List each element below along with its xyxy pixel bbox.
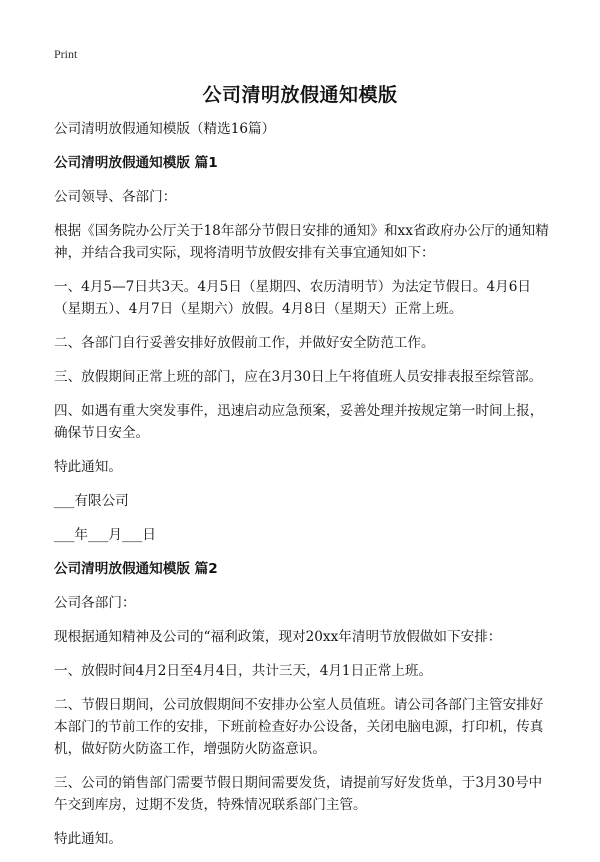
- salutation: 公司领导、各部门：: [54, 189, 177, 205]
- paragraph: 根据《国务院办公厅关于18年部分节假日安排的通知》和xx省政府办公厅的通知精神，并结合我司实际，现将清明节放假安排有关事宜通知如下：: [54, 223, 549, 261]
- paragraph: 四、如遇有重大突发事件，迅速启动应急预案，妥善处理并按规定第一时间上报，确保节日安全。: [54, 403, 544, 441]
- paragraph: 二、节假日期间，公司放假期间不安排办公室人员值班。请公司各部门主管安排好本部门的节前工作的安排，下班前检查好办公设备，关闭电脑电源，打印机，传真机，做好防火防盗工作，增强防火防盗意识。: [54, 697, 544, 757]
- section-heading: 公司清明放假通知模版 篇1: [54, 155, 218, 171]
- section-heading: 公司清明放假通知模版 篇2: [54, 561, 218, 577]
- closing: 特此通知。: [54, 831, 122, 847]
- closing: 特此通知。: [54, 459, 122, 475]
- salutation: 公司各部门：: [54, 595, 136, 611]
- document-title: 公司清明放假通知模版: [202, 84, 398, 106]
- signature-date: ___年___月___日: [54, 527, 156, 543]
- section-2: [54, 558, 554, 850]
- document-body: [54, 118, 554, 862]
- document-subtitle: 公司清明放假通知模版（精选16篇）: [54, 121, 276, 137]
- paragraph: 一、放假时间4月2日至4月4日，共计三天，4月1日正常上班。: [54, 663, 433, 679]
- paragraph: 三、公司的销售部门需要节假日期间需要发货，请提前写好发货单，于3月30号中午交到库房，过期不发货，特殊情况联系部门主管。: [54, 775, 543, 813]
- print-label: Print: [54, 47, 78, 61]
- paragraph: 三、放假期间正常上班的部门，应在3月30日上午将值班人员安排表报至综管部。: [54, 369, 543, 385]
- section-1: [54, 152, 554, 546]
- paragraph: 二、各部门自行妥善安排好放假前工作，并做好安全防范工作。: [54, 335, 435, 351]
- paragraph: 现根据通知精神及公司的“福利政策，现对20xx年清明节放假做如下安排：: [54, 629, 502, 645]
- paragraph: 一、4月5—7日共3天。4月5日（星期四、农历清明节）为法定节假日。4月6日（星期五）、4月7日（星期六）放假。4月8日（星期天）正常上班。: [54, 279, 532, 317]
- signature-company: ___有限公司: [54, 493, 129, 509]
